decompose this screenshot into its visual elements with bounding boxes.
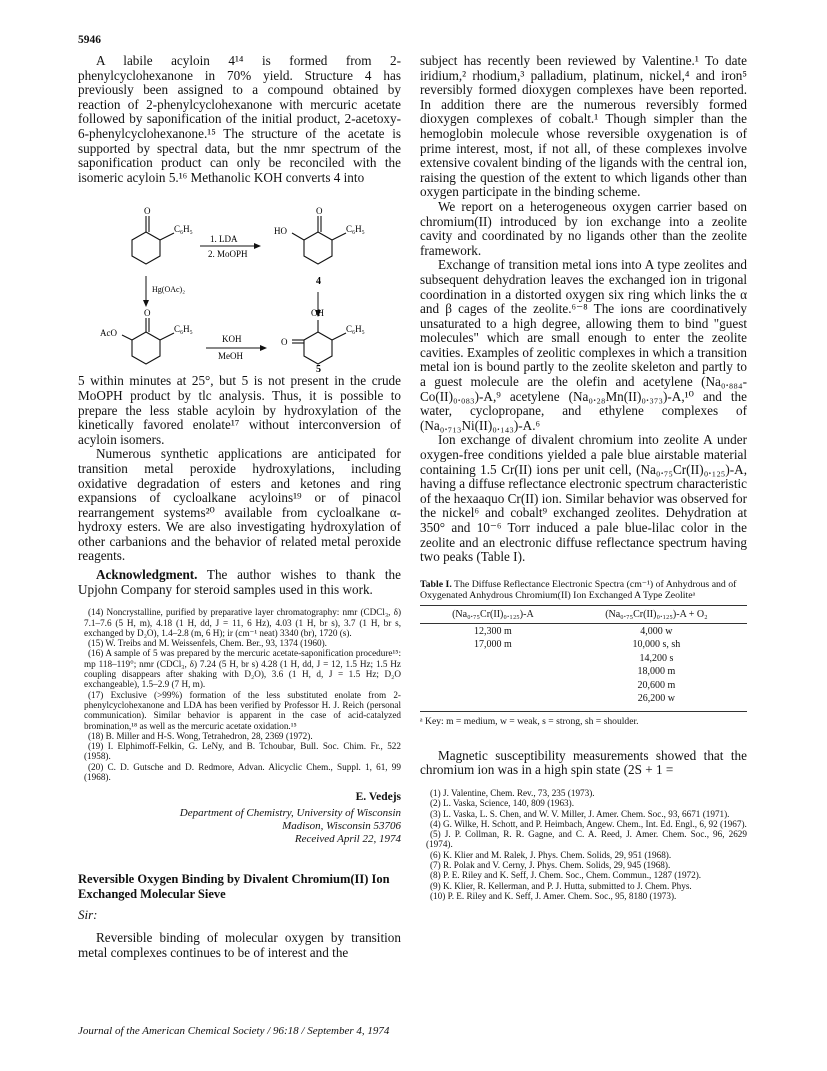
ring-acyloin-5 bbox=[292, 320, 346, 364]
received-date: Received April 22, 1974 bbox=[294, 833, 401, 846]
table-header-row bbox=[420, 605, 747, 623]
table-cell: 18,000 m bbox=[637, 666, 676, 678]
hydroxy-label: HO bbox=[274, 226, 287, 237]
right-paragraph-5: Magnetic susceptibility measurements showed that the chromium ion was in a high spin state (2S + 1 = bbox=[420, 747, 747, 778]
salutation: Sir: bbox=[78, 907, 98, 923]
reference: (5) J. P. Collman, R. R. Gagne, and C. A. Reed, J. Amer. Chem. Soc., 96, 2629 (1974). bbox=[426, 829, 747, 850]
table-cell bbox=[420, 651, 566, 665]
acknowledgment bbox=[78, 568, 401, 597]
footnote: (20) C. D. Gutsche and D. Redmore, Advan. Alicyclic Chem., Suppl. 1, 61, 99 (1968). bbox=[84, 761, 401, 782]
table-footnote: ᵃ Key: m = medium, w = weak, s = strong, sh = shoulder. bbox=[420, 711, 747, 727]
reference: (9) K. Klier, R. Kellerman, and P. J. Hutta, submitted to J. Chem. Phys. bbox=[430, 880, 692, 891]
ring-2-phenylcyclohexanone bbox=[132, 216, 174, 264]
table-cell: 14,200 s bbox=[639, 652, 674, 664]
reference: (7) R. Polak and V. Cerny, J. Phys. Chem. Solids, 29, 945 (1968). bbox=[430, 860, 671, 871]
table-cell: 4,000 w bbox=[640, 625, 673, 637]
table-cell bbox=[420, 664, 566, 678]
reference: (3) L. Vaska, L. S. Chen, and W. V. Miller, J. Amer. Chem. Soc., 93, 6671 (1971). bbox=[430, 808, 730, 819]
footnote: (16) A sample of 5 was prepared by the mercuric acetate-saponification procedure¹⁵: mp 118–119°; nmr (CDCl₃, δ) 7.24 (5 H, br s) 4.28 (1 H, dd, J = 12, 1.5 Hz; 1.5 Hz coupling disappears after shaking with D₂O), 3.6 (1 H, d, J = 1.5 Hz; D₂O exchangeable), 1.5–2.9 (7 H, m). bbox=[84, 648, 401, 690]
oxygen-label: O bbox=[316, 206, 323, 217]
table-header: (Na₀.₇₅Cr(II)₀.₁₂₅)-A + O₂ bbox=[566, 605, 747, 623]
footnote: (14) Noncrystalline, purified by preparative layer chromatography: nmr (CDCl₃, δ) 7.1–7.6 (5 H, m), 4.18 (1 H, dd, J = 11, 6 Hz), 4.03 (1 H, br s), 3.7 (1 H, br s, exchanged by D₂O), 1.4–2.8 (m, 6 H); ir (cm⁻¹ neat) 3340 (br), 1720 (s). bbox=[84, 607, 401, 638]
table-row bbox=[420, 678, 747, 692]
hydroxyl-label: OH bbox=[311, 308, 324, 319]
right-paragraph-1: subject has recently been reviewed by Valentine.¹ To date iridium,² rhodium,³ palladium, platinum, nickel,⁴ and iron⁵ reversibly formed dioxygen complexes have been reported. In addition there are the numerous reversibly formed dioxygen complexes of cobalt.¹ Though simpler than the hemoglobin molecule whose reversible oxygenation is of prime interest, most, if not all, of these complexes involve extensive covalent binding of the ligands with the central ion, raising the question of the extent to which ligands other than oxygen participate in the binding scheme. bbox=[420, 53, 747, 200]
table-cell: 12,300 m bbox=[474, 625, 512, 637]
spectra-table bbox=[420, 605, 747, 705]
right-column bbox=[420, 54, 747, 901]
reaction-scheme-drawing bbox=[78, 188, 401, 372]
right-paragraph-4: Ion exchange of divalent chromium into zeolite A under oxygen-free conditions yielded a pale blue airstable material containing 1.5 Cr(II) ions per unit cell, (Na₀.₇₅Cr(II)₀.₁₂₅)-A, having a diffuse reflectance electronic spectrum characteristic of the hexaaquo Cr(II) ion. Similar behavior was observed for the nickel⁶ and cobalt⁹ exchanged zeolites. Dehydration at 350° and 10⁻⁶ Torr induced a pale blue-lilac color in the zeolite and an electronic diffuse reflectance spectrum having two peaks (Table I). bbox=[420, 432, 747, 565]
right-paragraph-2: We report on a heterogeneous oxygen carrier based on chromium(II) introduced by ion exchange into a zeolite cavity and coordinated by no ligands other than the zeolite framework. bbox=[420, 198, 747, 258]
compound-4-label: 4 bbox=[316, 276, 321, 288]
table-row bbox=[420, 651, 747, 665]
mercuric-acetate-label: Hg(OAc)₂ bbox=[152, 285, 185, 295]
koh-label: KOH bbox=[222, 334, 242, 345]
footnotes-block bbox=[78, 607, 401, 782]
author-name: E. Vedejs bbox=[355, 791, 401, 804]
ring-acyloin-4 bbox=[292, 216, 346, 264]
reference: (2) L. Vaska, Science, 140, 809 (1963). bbox=[430, 798, 574, 809]
reference: (8) P. E. Riley and K. Seff, J. Chem. Soc., Chem. Commun., 1287 (1972). bbox=[430, 870, 702, 881]
phenyl-label: C₆H₅ bbox=[174, 324, 193, 335]
table-cell bbox=[420, 678, 566, 692]
table-row bbox=[420, 623, 747, 637]
oxygen-label: O bbox=[281, 337, 288, 348]
reaction-scheme bbox=[78, 188, 401, 372]
phenyl-label: C₆H₅ bbox=[346, 324, 365, 335]
reference: (10) P. E. Riley and K. Seff, J. Amer. Chem. Soc., 95, 8180 (1973). bbox=[430, 890, 677, 901]
left-paragraph-1: A labile acyloin 4¹⁴ is formed from 2-phenylcyclohexanone in 70% yield. Structure 4 has previously been assigned to a compound obtained by reaction of 2-phenylcyclohexanone with mercuric acetate followed by saponification of the initial product, 2-acetoxy-6-phenylcyclohexanone.¹⁵ The structure of the acetate is supported by spectral data, but the nmr spectrum of the saponification product can only be reconciled with the isomeric acyloin 5.¹⁶ Methanolic KOH converts 4 into bbox=[78, 53, 401, 185]
affiliation-dept: Department of Chemistry, University of Wisconsin bbox=[179, 807, 401, 820]
references-block bbox=[420, 788, 747, 901]
oxygen-label: O bbox=[144, 206, 151, 217]
acetoxy-label: AcO bbox=[100, 328, 117, 339]
acknowledgment-label: Acknowledgment. bbox=[96, 567, 198, 583]
table-cell: 17,000 m bbox=[474, 639, 512, 651]
footnote: (15) W. Treibs and M. Weissenfels, Chem. Ber., 93, 1374 (1960). bbox=[88, 638, 327, 649]
step-moooph: 2. MoOPH bbox=[208, 249, 248, 260]
footnote: (17) Exclusive (>99%) formation of the less substituted enolate from 2-phenylcyclohexanone and LDA has been verified by Professor H. J. Reich (personal communication). Similar behavior is apparent in the case of acid-catalyzed bromination,¹⁸ as well as the mercuric acetate oxidation.¹⁵ bbox=[84, 689, 401, 731]
footnote: (19) I. Elphimoff-Felkin, G. LeNy, and B. Tchoubar, Bull. Soc. Chim. Fr., 522 (1958). bbox=[84, 741, 401, 762]
table-caption-label: Table I. bbox=[420, 578, 452, 590]
reference: (4) G. Wilke, H. Schott, and P. Heimbach, Angew. Chem., Int. Ed. Engl., 6, 92 (1967). bbox=[430, 818, 747, 829]
page-number: 5946 bbox=[78, 34, 101, 46]
oxygen-label: O bbox=[144, 308, 151, 319]
step-lda: 1. LDA bbox=[210, 234, 238, 245]
journal-footer: Journal of the American Chemical Society / 96:18 / September 4, 1974 bbox=[78, 1025, 390, 1037]
table-row bbox=[420, 691, 747, 705]
left-paragraph-4: Reversible binding of molecular oxygen by transition metal complexes continues to be of interest and the bbox=[78, 930, 401, 960]
left-paragraph-2: 5 within minutes at 25°, but 5 is not present in the crude MoOPH product by tlc analysis. Thus, it is possible to prepare the less stable acyloin by hydroxylation of the kinetically favored enolate¹⁷ without interconversion of acyloin isomers. bbox=[78, 373, 401, 447]
table-1 bbox=[420, 579, 747, 727]
meoh-label: MeOH bbox=[218, 351, 243, 362]
left-column bbox=[78, 54, 401, 960]
acknowledgment-text: The author wishes to thank the Upjohn Company for steroid samples used in this work. bbox=[78, 567, 401, 597]
table-header: (Na₀.₇₅Cr(II)₀.₁₂₅)-A bbox=[420, 605, 566, 623]
table-cell: 10,000 s, sh bbox=[632, 639, 681, 651]
reference: (6) K. Klier and M. Ralek, J. Phys. Chem. Solids, 29, 951 (1968). bbox=[430, 849, 672, 860]
ring-acetoxy-ketone bbox=[122, 318, 174, 364]
reference: (1) J. Valentine, Chem. Rev., 73, 235 (1973). bbox=[430, 787, 595, 798]
compound-5-label: 5 bbox=[316, 364, 321, 373]
article-title: Reversible Oxygen Binding by Divalent Chromium(II) Ion Exchanged Molecular Sieve bbox=[78, 872, 390, 901]
table-caption bbox=[420, 579, 747, 601]
table-cell: 26,200 w bbox=[637, 693, 675, 705]
phenyl-label: C₆H₅ bbox=[174, 224, 193, 235]
left-paragraph-3: Numerous synthetic applications are anticipated for transition metal peroxide hydroxylations, including oxidative degradation of esters and ketones and ring expansions of cycloalkane acyloins¹⁹ or of pinacol rearrangement systems²⁰ available from cycloalkane α-hydroxy esters. We are also investigating hydroxylation of other carbanions and the behavior of related metal peroxide reagents. bbox=[78, 446, 401, 564]
right-paragraph-3: Exchange of transition metal ions into A type zeolites and subsequent dehydration leaves the exchanged ion in trigonal coordination in a distorted oxygen six ring which links the α and β cages of the zeolite.⁶⁻⁸ The ions are coordinatively unsaturated to a high degree, allowing them to bind "guest molecules" which are small enough to enter the zeolite cavities. Examples of zeolitic complexes in which a transition metal ion is bound partly to the zeolite skeleton and partly to a guest molecule are the olefin and acetylene (Na₀.₈₈₄-Co(II)₀.₀₈₃)-A,⁹ acetylene (Na₀.₂₈Mn(II)₀.₃₇₃)-A,¹⁰ and the water, cyclopropane, and ethylene complexes of (Na₀.₇₁₃Ni(II)₀.₁₄₃)-A.⁶ bbox=[420, 257, 747, 433]
table-caption-text: The Diffuse Reflectance Electronic Spectra (cm⁻¹) of Anhydrous and of Oxygenated Anhydrous Chromium(II) Ion Exchanged A Type Zeoliteᵃ bbox=[420, 578, 737, 601]
table-row bbox=[420, 664, 747, 678]
table-cell: 20,600 m bbox=[637, 679, 676, 691]
table-cell bbox=[420, 691, 566, 705]
phenyl-label: C₆H₅ bbox=[346, 224, 365, 235]
table-row bbox=[420, 637, 747, 651]
affiliation-city: Madison, Wisconsin 53706 bbox=[282, 820, 401, 833]
footnote: (18) B. Miller and H-S. Wong, Tetrahedron, 28, 2369 (1972). bbox=[88, 730, 313, 741]
